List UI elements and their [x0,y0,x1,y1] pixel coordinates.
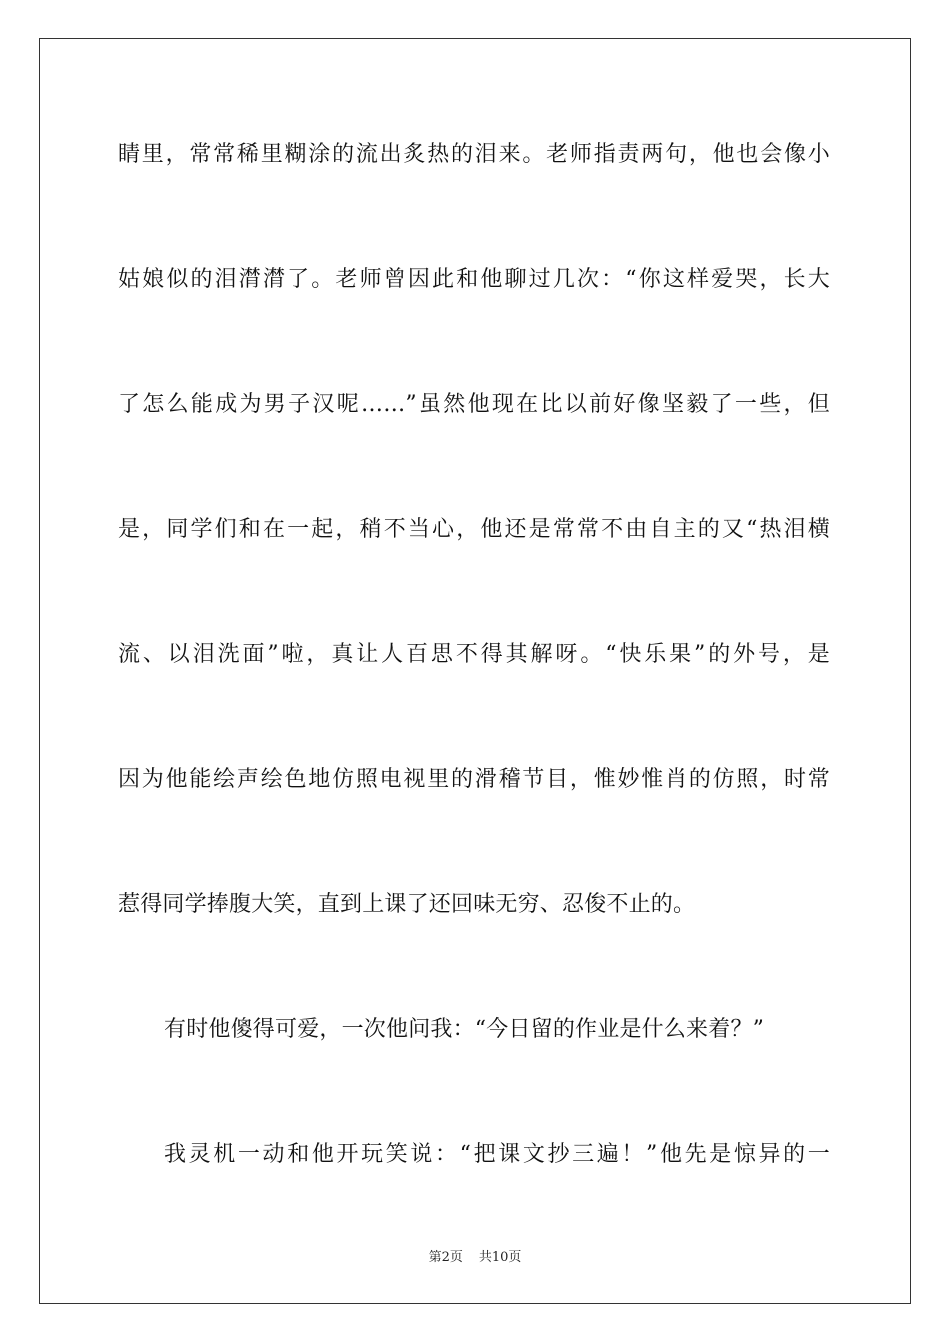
text-line-paragraph-start: 有时他傻得可爱，一次他问我：“今日留的作业是什么来着？” [164,1017,765,1042]
text-line: 因为他能绘声绘色地仿照电视里的滑稽节目，惟妙惟肖的仿照，时常 [118,767,830,792]
text-line: 睛里，常常稀里糊涂的流出炙热的泪来。老师指责两句，他也会像小 [118,142,830,167]
page-total: 共10页 [478,1250,522,1265]
page-footer [0,1246,950,1265]
document-body [118,124,830,1249]
page-number: 第2页 [428,1250,463,1265]
text-line: 流、以泪洗面”啦，真让人百思不得其解呀。“快乐果”的外号，是 [118,642,830,667]
text-line: 了怎么能成为男子汉呢……”虽然他现在比以前好像坚毅了一些，但 [118,392,830,417]
text-line-paragraph-end: 惹得同学捧腹大笑，直到上课了还回味无穷、忍俊不止的。 [118,892,696,917]
text-line-paragraph-start: 我灵机一动和他开玩笑说：“把课文抄三遍！”他先是惊异的一 [164,1142,830,1167]
text-line: 是，同学们和在一起，稍不当心，他还是常常不由自主的又“热泪横 [118,517,830,542]
text-line: 姑娘似的泪潸潸了。老师曾因此和他聊过几次：“你这样爱哭，长大 [118,267,830,292]
